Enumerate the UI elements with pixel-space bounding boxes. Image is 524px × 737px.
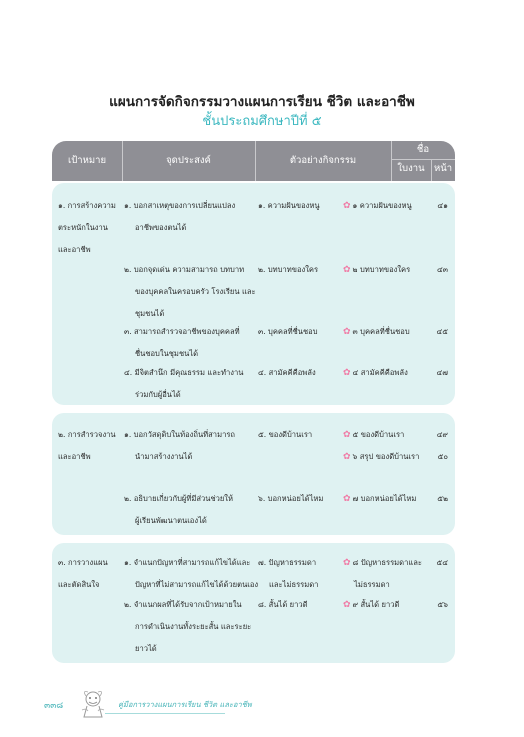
footer-divider (105, 713, 225, 714)
activity-1-4: ๔. สามัคคีคือพลัง (258, 368, 316, 377)
objective-2-2: ๒. อธิบายเกี่ยวกับผู้ที่มีส่วนช่วยให้ ผู้เรียนพัฒนาตนเองได้ (124, 494, 234, 525)
page-ref-4: ๔๗ (436, 368, 448, 377)
worksheet-8[interactable]: ✿ ๘ ปัญหาธรรมดาและ ไม่ธรรมดา (343, 558, 422, 589)
mascot-logo-icon (78, 688, 108, 720)
page-ref-8: ๕๔ (436, 558, 448, 567)
activity-1-3: ๓. บุคคลที่ชื่นชอบ (258, 327, 318, 336)
header-name: ชื่อ (416, 144, 430, 155)
flower-icon: ✿ (343, 600, 351, 610)
flower-icon: ✿ (343, 452, 351, 462)
flower-icon: ✿ (343, 265, 351, 275)
page-ref-2: ๔๓ (437, 265, 448, 274)
objective-1-1: ๑. บอกสาเหตุของการเปลี่ยนแปลง อาชีพของตนได้ (124, 201, 236, 232)
activity-3-1: ๗. ปัญหาธรรมดา และไม่ธรรมดา (258, 558, 319, 589)
worksheet-2[interactable]: ✿ ๒ บทบาทของใคร (343, 265, 411, 275)
worksheet-9[interactable]: ✿ ๙ สั้นได้ ยาวดี (343, 600, 400, 610)
section-3-goal: ๓. การวางแผน และตัดสินใจ (58, 558, 108, 589)
activity-1-2: ๒. บทบาทของใคร (258, 265, 319, 274)
objective-3-2: ๒. จำแนกผลที่ได้รับจากเป้าหมายใน การดำเนินงานทั้งระยะสั้น และระยะ ยาวได้ (124, 600, 252, 653)
footer-book-title: คู่มือการวางแผนการเรียน ชีวิต และอาชีพ (118, 700, 252, 709)
objective-1-2: ๒. บอกจุดเด่น ความสามารถ บทบาท ของบุคคลในครอบครัว โรงเรียน และ ชุมชนได้ (124, 265, 256, 318)
header-worksheet: ใบงาน (397, 163, 425, 174)
header-page: หน้า (433, 163, 453, 174)
worksheet-5[interactable]: ✿ ๕ ของดีบ้านเรา (343, 430, 405, 440)
header-goal: เป้าหมาย (67, 155, 107, 166)
worksheet-3[interactable]: ✿ ๓ บุคคลที่ชื่นชอบ (343, 327, 410, 337)
header-activity-example: ตัวอย่างกิจกรรม (289, 155, 357, 166)
activity-3-2: ๘. สั้นได้ ยาวดี (258, 600, 308, 609)
worksheet-7[interactable]: ✿ ๗ บอกหน่อยได้ไหม (343, 494, 417, 504)
page-title: แผนการจัดกิจกรรมวางแผนการเรียน ชีวิต และอาชีพ (109, 94, 415, 110)
worksheet-4[interactable]: ✿ ๔ สามัคคีคือพลัง (343, 368, 408, 378)
flower-icon: ✿ (343, 327, 351, 337)
objective-1-4: ๔. มีจิตสำนึก มีคุณธรรม และทำงาน ร่วมกับผู้อื่นได้ (124, 368, 244, 399)
flower-icon: ✿ (343, 201, 351, 211)
section-2-goal: ๒. การสำรวจงาน และอาชีพ (58, 430, 116, 461)
page-subtitle: ชั้นประถมศึกษาปีที่ ๕ (202, 114, 322, 129)
objective-2-1: ๑. บอกวัสดุดิบในท้องถิ่นที่สามารถ นำมาสร้างงานได้ (124, 430, 236, 461)
table-header (52, 141, 455, 181)
page-ref-5: ๔๙ (436, 430, 448, 439)
flower-icon: ✿ (343, 558, 351, 568)
page-ref-1: ๔๑ (437, 201, 448, 210)
page-ref-6: ๕๐ (437, 452, 448, 461)
activity-1-1: ๑. ความฝันของหนู (258, 201, 320, 210)
objective-3-1: ๑. จำแนกปัญหาที่สามารถแก้ไขได้และ ปัญหาที่ไม่สามารถแก้ไขได้ด้วยตนเอง (124, 558, 259, 589)
activity-2-1: ๕. ของดีบ้านเรา (258, 430, 313, 439)
page-ref-9: ๕๖ (437, 600, 448, 609)
footer-page-number: ๓๓๘ (44, 701, 64, 711)
header-objective: จุดประสงค์ (166, 155, 211, 166)
page-ref-3: ๔๕ (436, 327, 448, 336)
worksheet-6[interactable]: ✿ ๖ สรุป ของดีบ้านเรา (343, 452, 420, 462)
worksheet-1[interactable]: ✿ ๑ ความฝันของหนู (343, 201, 412, 211)
page-ref-7: ๕๒ (437, 494, 448, 503)
objective-1-3: ๓. สามารถสำรวจอาชีพของบุคคลที่ ชื่นชอบในชุมชนได้ (124, 327, 240, 358)
flower-icon: ✿ (343, 368, 351, 378)
flower-icon: ✿ (343, 430, 351, 440)
activity-2-2: ๖. บอกหน่อยได้ไหม (258, 494, 324, 503)
flower-icon: ✿ (343, 494, 351, 504)
section-1-goal: ๑. การสร้างความ ตระหนักในงาน และอาชีพ (58, 201, 116, 254)
